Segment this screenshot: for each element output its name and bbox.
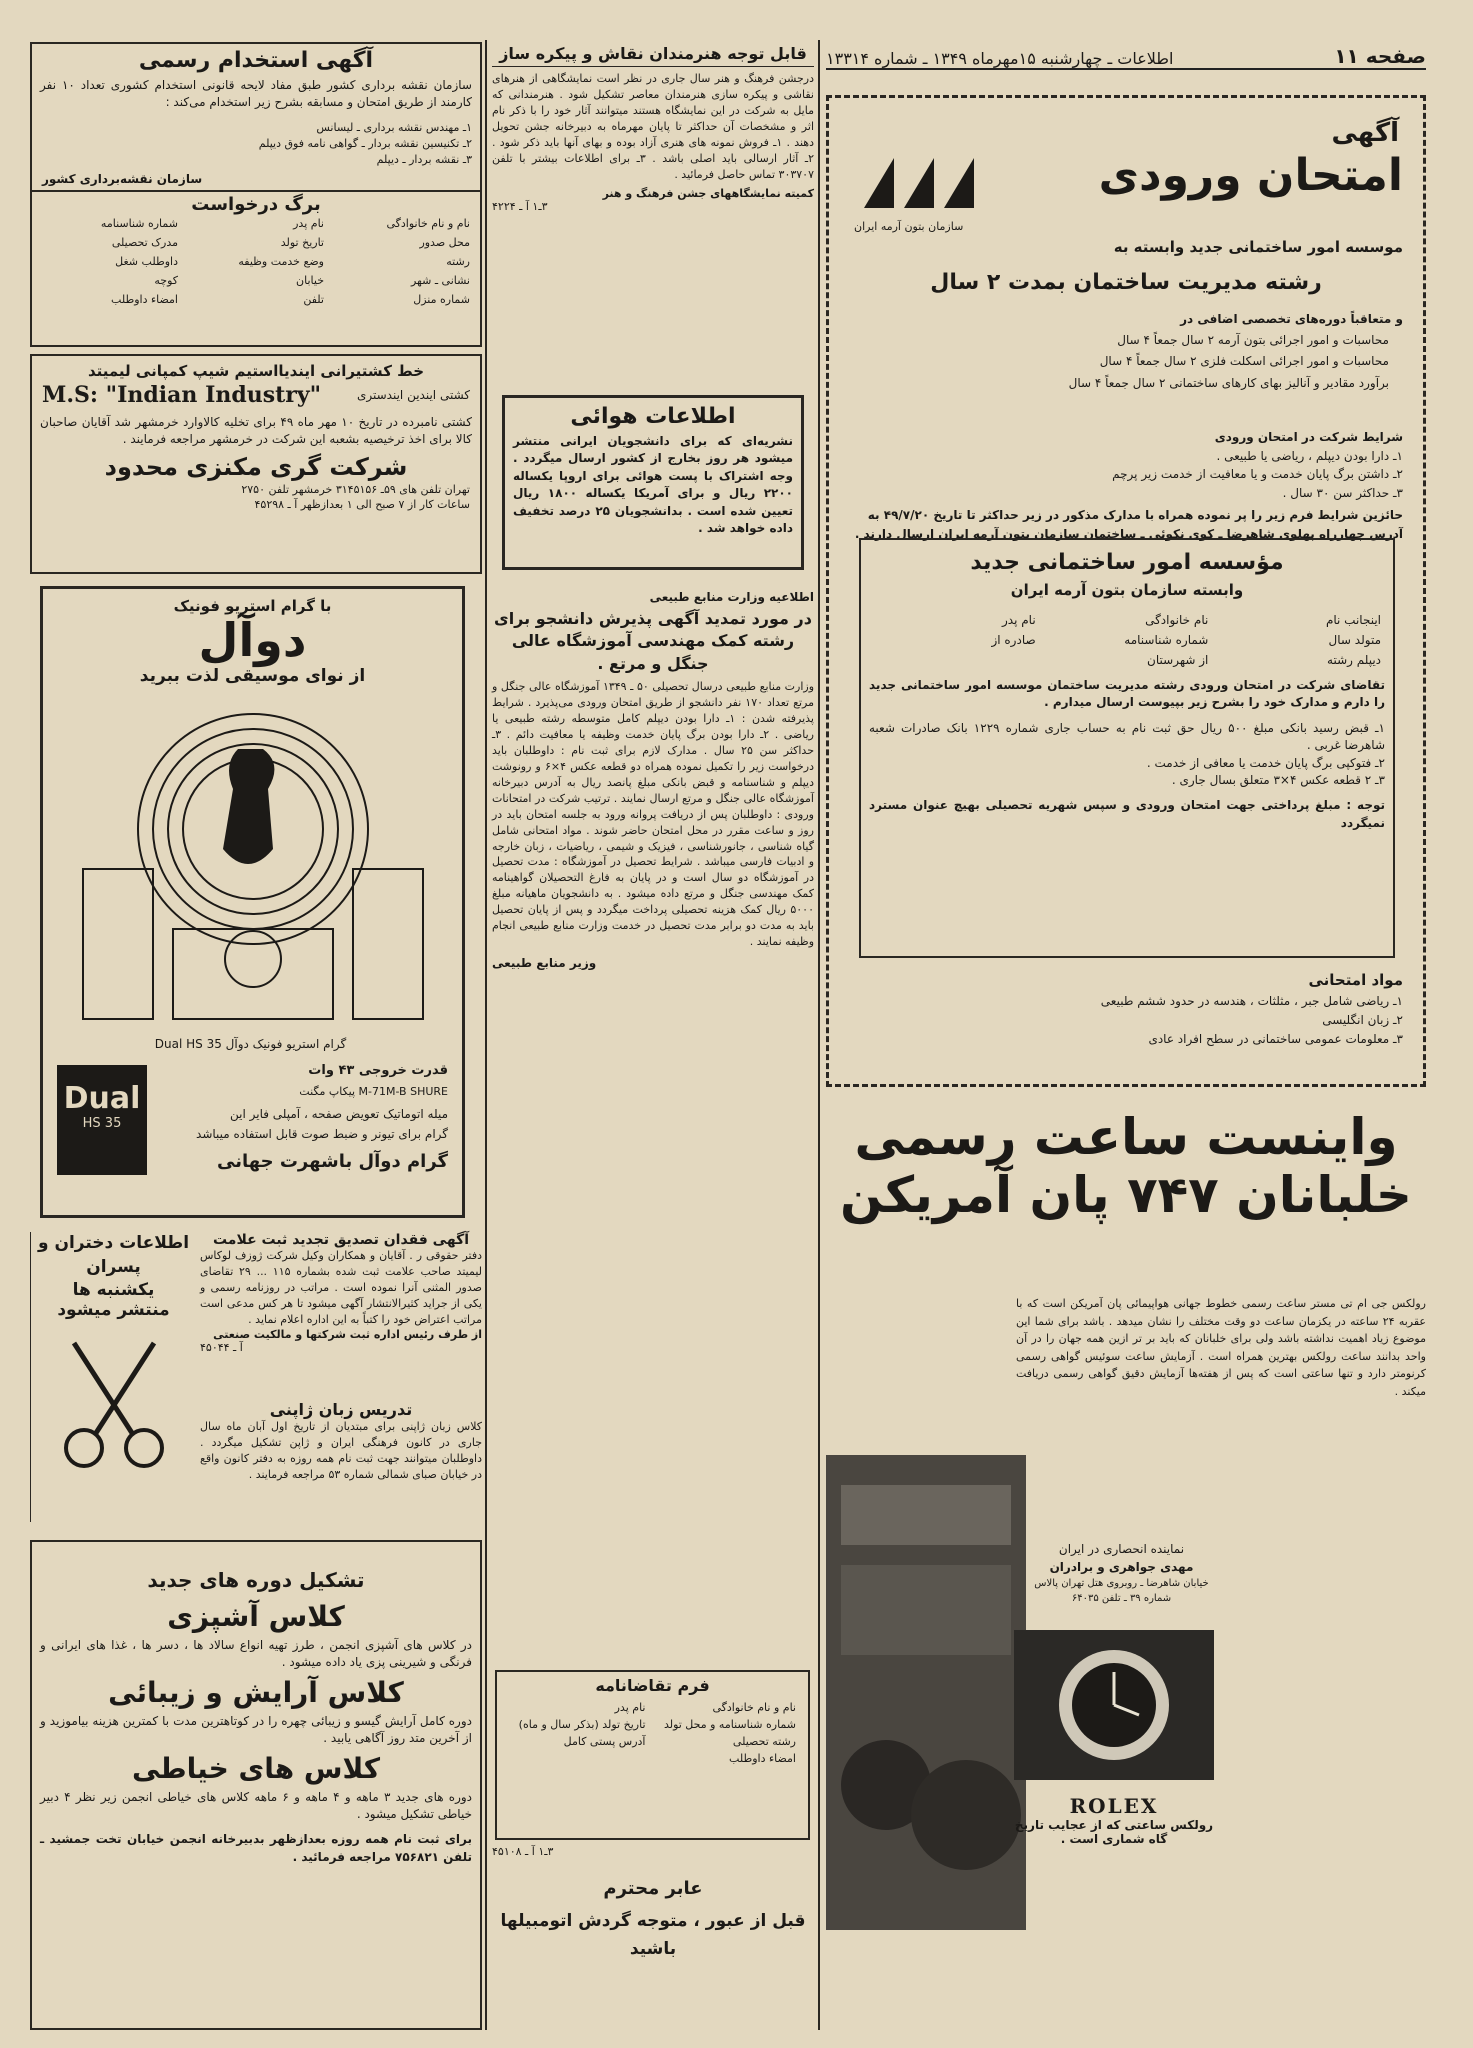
sewing-body: دوره های جدید ۳ ماهه و ۴ ماهه و ۶ ماهه کلاس های خیاطی انجمن زیر نظر ۴ دبیر خیاطی تشکیل میشود . [40, 1789, 473, 1821]
hiring-body: سازمان نقشه برداری کشور طبق مفاد لایحه قانونی استخدام کشوری تعداد ۱۰ نفر کارمند از طریق امتحان و مسابقه بشرح زیر استخدام می‌کند : [40, 78, 472, 110]
form-field: وضع خدمت وظیفه [238, 254, 324, 268]
list-item: ۱ـ ریاضی شامل جبر ، مثلثات ، هندسه در حدود ششم طبیعی [1100, 994, 1403, 1008]
form-field: نام پدر [293, 216, 324, 230]
traffic-line-1: عابر محترم [603, 1878, 703, 1899]
form-field: مدرک تحصیلی [111, 235, 178, 249]
cockpit-photo [826, 1455, 1026, 1930]
list-item: ۳ـ نقشه بردار ـ دیپلم [376, 152, 472, 166]
trademark-notice [200, 1232, 482, 1394]
natural-body: وزارت منابع طبیعی درسال تحصیلی ۵۰ ـ ۱۳۴۹ آموزشگاه عالی جنگل و مرتع تعداد ۱۷۰ نفر دانشجو از طریق امتحان ورودی می‌پذیرد . شرایط پذیرفته شدن : ۱ـ دارا بودن دیپلم کامل متوسطه رشته طبیعی یا ریاضی . ۲ـ دارا بودن برگ پایان خدمت وظیفه یا معافیت دائم . ۳ـ حداکثر سن ۲۵ سال . مدارک لازم برای ثبت نام : داوطلبان باید درخواست زیر را تکمیل نموده همراه دو قطعه عکس ۴×۶ و رونوشت دیپلم و شناسنامه و قبض بانکی مبلغ پانصد ریال به آدرس دبیرخانه آموزشگاه عالی جنگل و مرتع ارسال نمایند . ترتیب شرکت در امتحانات ورودی : داوطلبان پس از دریافت پروانه ورود به جلسه امتحان باید در روز و ساعت مقرر در محل امتحان حاضر شوند . مواد امتحانی شامل گیاه شناسی ، جانورشناسی ، فیزیک و شیمی ، ریاضیات ، زبان خارجه و ادبیات فارسی میباشد . شرایط تحصیل در آموزشگاه : مدت تحصیل در آموزشگاه دو سال است و در پایان به فارغ التحصیلان گواهینامه کمک مهندسی جنگل و مرتع داده میشود . به دانشجویان ماهیانه مبلغ ۵۰۰۰ ریال کمک هزینه تحصیلی پرداخت میگردد و پس از پایان تحصیل باید به مدت دو برابر مدت تحصیل در خدمت وزارت منابع طبیعی انجام وظیفه نمایند . [492, 680, 815, 949]
dual-feature-1: میله اتوماتیک تعویض صفحه ، آمپلی فایر این [229, 1107, 448, 1121]
rolex-tagline: رولکس ساعتی که از عجایب تاریخ گاه شماری است . [1014, 1818, 1214, 1846]
list-item: ۱ـ مهندس نقشه برداری ـ لیسانس [316, 120, 472, 134]
column-rule [485, 40, 487, 2030]
rolex-headline-1: واینست ساعت رسمی [854, 1108, 1398, 1166]
form-field: متولد سال [1328, 633, 1381, 647]
dual-logo [57, 1065, 147, 1175]
dual-top: با گرام استریو فونیک [173, 597, 332, 615]
form-subtitle: وابسته سازمان بتون آرمه ایران [1010, 581, 1244, 599]
form-field: رشته [446, 254, 470, 268]
beauty-body: دوره کامل آرایش گیسو و زیبائی چهره را در کوتاهترین مدت با کمترین هزینه بیاموزید و از آخرین متد روز آگاهی یابید . [40, 1713, 472, 1746]
natural-form-fields [497, 1695, 808, 1771]
form-field: شماره منزل [413, 292, 470, 306]
form-field: تاریخ تولد (بذکر سال و ماه) [518, 1718, 646, 1731]
hiring-title: آگهی استخدام رسمی [138, 48, 374, 73]
sewing-title: کلاس های خیاطی [131, 1751, 381, 1785]
dealer-name: مهدی جواهری و برادران [1049, 1560, 1194, 1574]
dual-cartridge: M-71M-B SHURE پیکاپ مگنت [299, 1085, 448, 1098]
form-field: صادره از [991, 633, 1036, 647]
list-item: محاسبات و امور اجرائی بتون آرمه ۲ سال جمعاً ۴ سال [1117, 333, 1389, 348]
exam-ad-kicker: آگهی [1331, 118, 1399, 148]
art-ref: ۳ـ۱ آ ـ ۴۲۲۴ [492, 199, 548, 213]
page-header [826, 40, 1426, 70]
form-fields [861, 607, 1393, 673]
hiring-ad [30, 42, 482, 347]
exam-ad-items [843, 310, 1403, 395]
dateline: اطلاعات ـ چهارشنبه ۱۵مهرماه ۱۳۴۹ ـ شماره ۱۳۳۱۴ [826, 49, 1174, 68]
ship-name-en: M.S: "Indian Industry" [42, 382, 322, 408]
art-body: درجشن فرهنگ و هنر سال جاری در نظر است نمایشگاهی از هنرهای نقاشی و پیکره سازی هنرمندان معاصر تشکیل شود . هنرمندانی که مایل به شرکت در این نمایشگاه هستند میتوانند آثار خود را با ذکر نام اثر و مشخصات آن حداکثر تا پایان مهرماه به دبیرخانه جشن تحویل دهند . ۱ـ فروش نمونه های هنری آزاد بوده و بهای آنها باید ذکر شود . ۲ـ آثار ارسالی باید اصلی باشد . ۳ـ برای اطلاعات بیشتر با تلفن ۳۰۳۷۰۷ تماس حاصل فرمائید . [492, 72, 814, 181]
trademark-signature: از طرف رئیس اداره ثبت شرکتها و مالکیت صنعتی [213, 1327, 482, 1341]
exam-subjects [843, 968, 1403, 1050]
conditions-title: شرایط شرکت در امتحان ورودی [1214, 430, 1403, 444]
form-field: محل صدور [419, 235, 470, 249]
dual-ad [40, 586, 465, 1218]
form-field: از شهرستان [1147, 653, 1209, 667]
beauty-title: کلاس آرایش و زیبائی [108, 1675, 404, 1709]
classes-contact: برای ثبت نام همه روزه بعدازظهر بدبیرخانه انجمن خیابان تخت جمشید ـ تلفن ۷۵۶۸۲۱ مراجعه فرمائید . [40, 1832, 472, 1864]
shipping-ad [30, 354, 482, 574]
list-item: ۱ـ دارا بودن دیپلم ، ریاضی یا طبیعی . [1216, 448, 1403, 463]
natural-application-form [495, 1670, 810, 1840]
exam-ad-title: امتحان ورودی [1098, 150, 1403, 201]
youth-title: اطلاعات دختران و پسران [37, 1233, 190, 1277]
form-field: نام پدر [1001, 613, 1036, 627]
form-field: نام و نام خانوادگی [386, 216, 470, 230]
dealer-address: خیابان شاهرضا ـ روبروی هتل تهران پالاس شماره ۳۹ ـ تلفن ۶۴۰۳۵ [1034, 1578, 1209, 1604]
natural-title: در مورد تمدید آگهی پذیرش دانشجو برای رشته کمک مهندسی آموزشگاه عالی جنگل و مرتع . [494, 609, 812, 673]
traffic-line-2: قبل از عبور ، متوجه گردش اتومبیلها [500, 1911, 806, 1931]
cooking-title: کلاس آشپزی [167, 1600, 345, 1633]
exam-ad-org-tag: سازمان بتون آرمه ایران [854, 220, 964, 233]
trademark-title: آگهی فقدان تصدیق تجدید ثبت علامت [212, 1232, 470, 1248]
list-item: ۱ـ قبض رسید بانکی مبلغ ۵۰۰ ریال حق ثبت نام به حساب جاری شماره ۱۲۲۹ بانک صادرات شعبه شاهرضا غربی . [869, 720, 1385, 753]
exam-application-form [859, 538, 1395, 958]
form-field: خیابان [296, 273, 324, 287]
art-notice [492, 44, 814, 374]
japanese-class-ad [200, 1400, 482, 1522]
hiring-form-title: برگ درخواست [191, 193, 321, 215]
airmail-title: اطلاعات هوائی [570, 404, 736, 429]
dual-feature-2: گرام برای تیونر و ضبط صوت قابل استفاده میباشد [196, 1127, 448, 1141]
list-item: ۳ـ ۲ قطعه عکس ۴×۳ متعلق بسال جاری . [1171, 772, 1385, 787]
column-rule [818, 40, 820, 2030]
hiring-rows [32, 116, 480, 172]
list-item: محاسبات و امور اجرائی اسکلت فلزی ۲ سال جمعاً ۴ سال [1099, 354, 1389, 369]
classes-title: تشکیل دوره های جدید [147, 1568, 365, 1592]
form-field: نام و نام خانوادگی [712, 1701, 796, 1714]
japanese-title: تدریس زبان ژاپنی [269, 1400, 413, 1419]
form-request: تقاضای شرکت در امتحان ورودی رشته مدیریت ساختمان موسسه امور ساختمانی جدید را دارم و مدارک خود را بشرح زیر بپیوست ارسال میدارم . [869, 678, 1385, 710]
art-signature: کمیته نمایشگاههای جشن فرهنگ و هنر [602, 186, 814, 200]
dual-bottom: گرام دوآل باشهرت جهانی [216, 1151, 448, 1172]
page-number: صفحه ۱۱ [1334, 44, 1426, 68]
form-field: داوطلب شغل [115, 254, 178, 268]
exam-ad-lead: و متعاقباً دوره‌های تخصصی اضافی در [1180, 312, 1403, 326]
rolex-headline-2: خلبانان ۷۴۷ پان آمریکن [840, 1166, 1412, 1224]
youth-notice [30, 1232, 196, 1522]
rolex-watch-image [1014, 1630, 1214, 1780]
airmail-notice [502, 395, 804, 570]
cockpit-photo-graphic [826, 1455, 1026, 1930]
form-field: شماره شناسنامه و محل تولد [663, 1718, 796, 1731]
dual-model: گرام استریو فونیک دوآل Dual HS 35 [154, 1037, 347, 1051]
list-item: ۲ـ فتوکپی برگ پایان خدمت یا معافی از خدمت . [1146, 755, 1385, 770]
form-field: رشته تحصیلی [732, 1735, 796, 1748]
exam-ad-note: حائزین شرایط فرم زیر را پر نموده همراه با مدارک مذکور در زیر حداکثر تا تاریخ ۴۹/۷/۲۰ به آدرس چهارراه پهلوی شاهرضا ـ کوی نکوئی ـ ساختمان سازمان بتون آرمه ایران ارسال دارند . [854, 508, 1403, 541]
rolex-ad [826, 1110, 1426, 2035]
form-field: کوچه [154, 273, 178, 287]
form-field: امضاء داوطلب [111, 292, 178, 306]
form-field: نشانی ـ شهر [410, 273, 470, 287]
subjects-title: مواد امتحانی [1308, 971, 1403, 989]
list-item: ۲ـ داشتن برگ پایان خدمت و یا معافیت از خدمت زیر پرچم [1112, 467, 1403, 482]
ship-name-fa: کشتی ایندین ایندستری [356, 388, 470, 402]
traffic-notice [492, 1862, 814, 2027]
rolex-body: رولکس جی ام تی مستر ساعت رسمی خطوط جهانی هواپیمائی پان آمریکن است که با عقربه ۲۴ ساعته در یکزمان ساعت دو وقت مختلف را نشان میدهد . باشد برای شما این موضوع زیاد اهمیت نداشته باشد ولی برای خلبانان که باید بر تر ازین همه جهان را در آن واحد بدانند ساعت رولکس بهترین همراه است . آزمایش ساعت سوئیس گواهی رسمی کرنومتر دارد و تنها ساعتی است که پس از هفته‌ها آزمایش دقیق گواهی رسمی دریافت میکند . [1016, 1297, 1426, 1398]
rolex-logo: ROLEX [1069, 1794, 1159, 1818]
natural-kicker: اطلاعیه وزارت منابع طبیعی [649, 590, 814, 604]
youth-day: یکشنبه ها [72, 1279, 155, 1300]
form-field: دیپلم رشته [1327, 653, 1381, 667]
traffic-line-3: باشید [629, 1939, 677, 1959]
dual-logo-model: HS 35 [82, 1116, 122, 1131]
natural-resources-notice [492, 590, 814, 1670]
exam-ad-program: رشته مدیریت ساختمان بمدت ۲ سال [930, 270, 1322, 295]
rolex-brand-block [1014, 1794, 1214, 1846]
shipping-body: کشتی نامبرده در تاریخ ۱۰ مهر ماه ۴۹ برای تخلیه کالاوارد خرمشهر شد آقایان صاحبان کالا برای اخذ ترخیصیه بشعبه این شرکت در خرمشهر مراجعه فرمایند . [40, 415, 472, 447]
dual-brand: دوآل [198, 613, 307, 667]
japanese-body: کلاس زبان ژاپنی برای مبتدیان از تاریخ اول آبان ماه سال جاری در کانون فرهنگی ایران و ژاپن تشکیل میگردد . داوطلبان میتوانند جهت ثبت نام همه روزه به دفتر کانون واقع در خیابان صبای شمالی شماره ۵۳ مراجعه فرمایند . [200, 1420, 482, 1481]
shipping-contact-1: تهران تلفن های ۵۹ـ ۳۱۴۵۱۵۶ خرمشهر تلفن ۲۷۵۰ [241, 482, 470, 496]
form-field: نام پدر [614, 1701, 646, 1714]
dual-power: قدرت خروجی ۴۳ وات [308, 1063, 448, 1078]
list-item: برآورد مقادیر و آنالیز بهای کارهای ساختمانی ۲ سال جمعاً ۴ سال [1068, 375, 1389, 390]
list-item: ۲ـ زبان انگلیسی [1322, 1013, 1403, 1028]
form-field: شماره شناسنامه [100, 216, 178, 230]
form-title: مؤسسه امور ساختمانی جدید [970, 550, 1284, 575]
form-field: تاریخ تولد [280, 235, 324, 249]
form-field: آدرس پستی کامل [563, 1735, 646, 1748]
list-item: ۲ـ تکنیسین نقشه بردار ـ گواهی نامه فوق دیپلم [258, 136, 472, 150]
record-player-illustration [73, 709, 433, 1029]
hiring-form-fields [32, 215, 480, 308]
form-field: نام خانوادگی [1145, 613, 1209, 627]
dual-slogan: از نوای موسیقی لذت ببرید [139, 665, 366, 686]
company-logo [859, 148, 979, 218]
form-note: توجه : مبلغ پرداختی جهت امتحان ورودی و سپس شهریه تحصیلی بهیچ عنوان مسترد نمیگردد [869, 798, 1385, 830]
form-field: تلفن [303, 292, 324, 306]
scissors-icon [44, 1328, 184, 1478]
exam-ad [826, 95, 1426, 1087]
youth-status: منتشر میشود [57, 1299, 170, 1320]
art-title: قابل توجه هنرمندان نقاش و پیکره ساز [492, 44, 814, 67]
classes-ad [30, 1540, 482, 2030]
form-field: امضاء داوطلب [729, 1752, 796, 1765]
rolex-dealer [1029, 1540, 1214, 1606]
list-item: ۳ـ حداکثر سن ۳۰ سال . [1282, 485, 1403, 500]
exam-ad-org: موسسه امور ساختمانی جدید وابسته به [1113, 238, 1403, 256]
trademark-ref: آ ـ ۴۵۰۴۴ [200, 1340, 243, 1354]
trademark-body: دفتر حقوقی ر . آقایان و همکاران وکیل شرکت ژوزف لوکاس لیمیتد صاحب علامت ثبت شده بشماره ۱۱۵ ... ۲۹ تقاضای صدور المثنی آنرا نموده است . مراتب در روزنامه رسمی و یکی از جراید کثیرالانتشار آگهی میشود تا هر کس مدعی است مراتب اعتراض خود را کتباً به این اداره اعلام نماید . [200, 1249, 483, 1326]
shipping-company: شرکت گری مکنزی محدود [104, 452, 408, 481]
shipping-title: خط کشتیرانی ایندیااستیم شیپ کمپانی لیمیتد [87, 362, 425, 380]
dealer-title: نماینده انحصاری در ایران [1058, 1542, 1185, 1556]
watch-icon [1014, 1630, 1214, 1780]
shipping-contact-2: ساعات کار از ۷ صبح الی ۱ بعدازظهر آ ـ ۴۵۲۹۸ [254, 497, 470, 511]
form-field: شماره شناسنامه [1124, 633, 1209, 647]
cooking-body: در کلاس های آشپزی انجمن ، طرز تهیه انواع سالاد ها ، دسر ها ، غذا های ایرانی و فرنگی و شیرینی پزی یاد داده میشود . [40, 1638, 472, 1670]
natural-ref: ۳ـ۱ آ ـ ۴۵۱۰۸ [492, 1845, 554, 1858]
form-field: اینجانب نام [1325, 613, 1381, 627]
airmail-body: نشریه‌ای که برای دانشجویان ایرانی منتشر میشود هر روز بخارج از کشور ارسال میگردد . وجه اشتراک با پست هوائی برای اروپا یکساله ۲۲۰۰ ریال و برای آمریکا یکساله ۱۸۰۰ ریال تعیین شده است . بدانشجویان ۲۵ درصد تخفیف داده خواهد شد . [513, 434, 794, 535]
list-item: ۳ـ معلومات عمومی ساختمانی در سطح افراد عادی [1148, 1032, 1403, 1047]
form-docs [861, 716, 1393, 794]
exam-ad-conditions [843, 428, 1403, 544]
dual-logo-text: Dual [63, 1081, 141, 1116]
natural-signature: وزیر منابع طبیعی [492, 956, 597, 971]
natural-form-title: فرم تقاضانامه [595, 1676, 710, 1695]
hiring-signature: سازمان نقشه‌برداری کشور [42, 171, 203, 186]
